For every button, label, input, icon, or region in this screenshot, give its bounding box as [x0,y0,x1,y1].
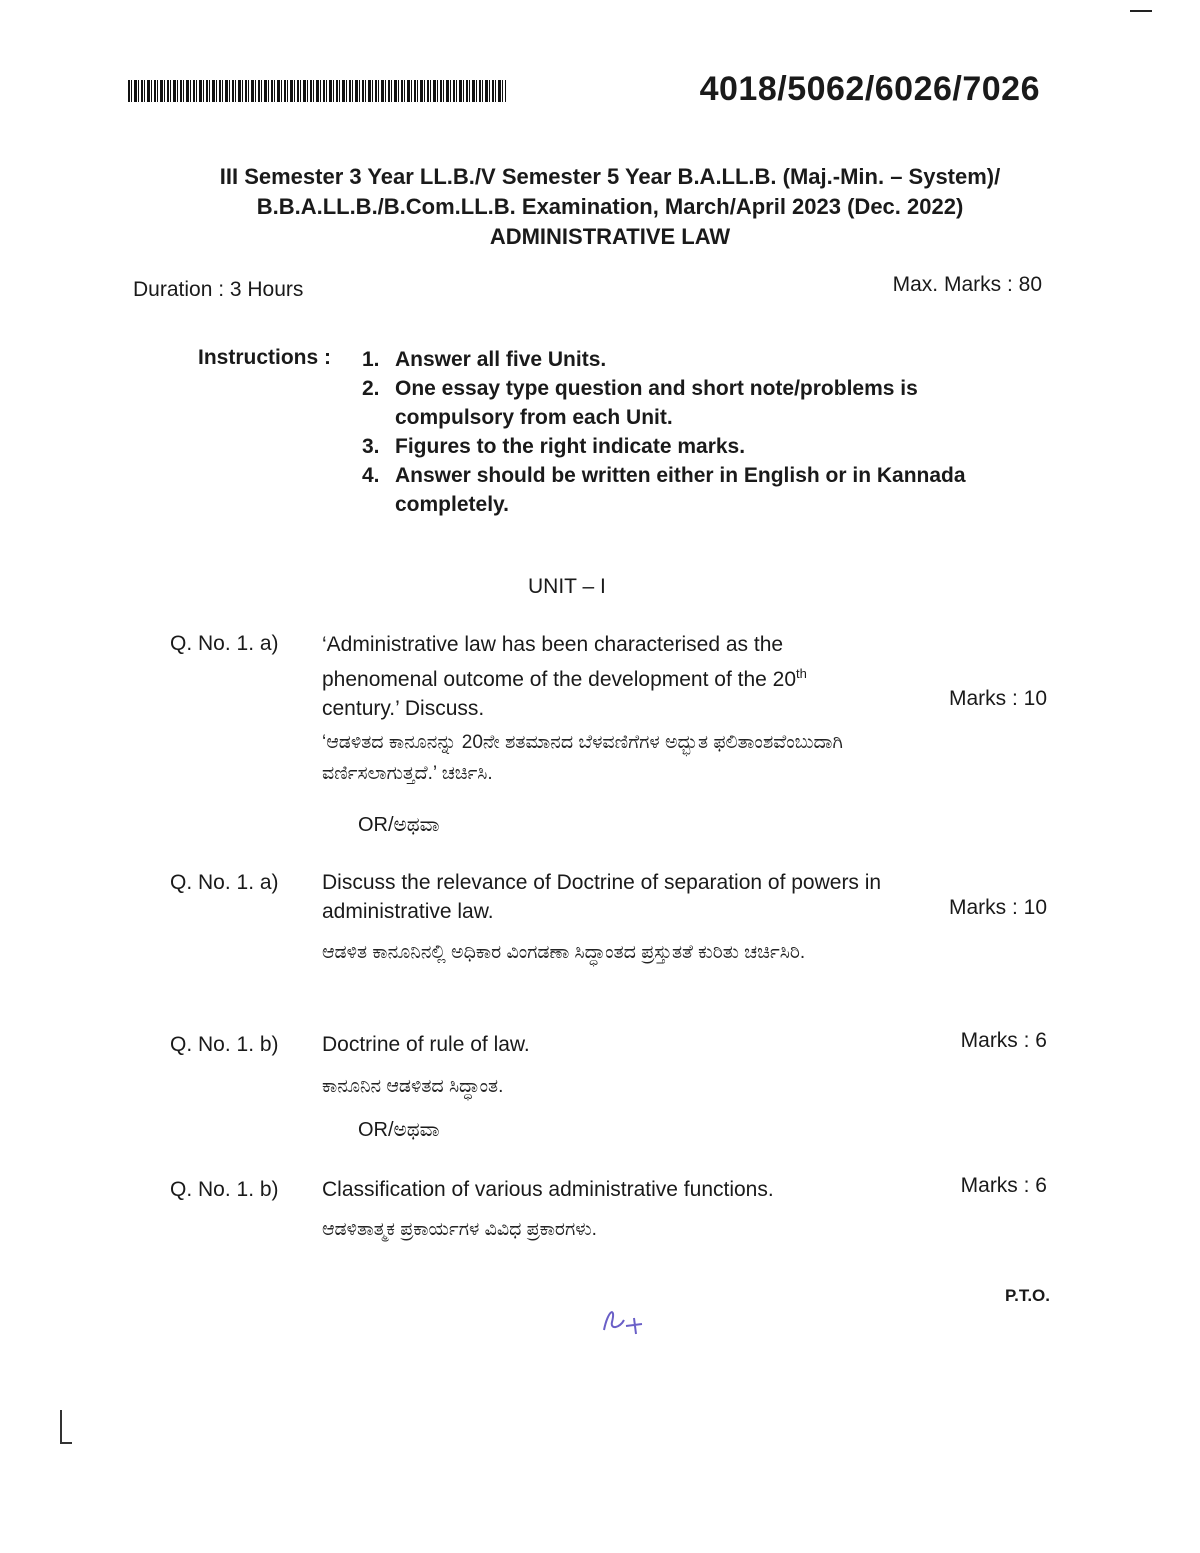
question-text-kannada: ಕಾನೂನಿನ ಆಡಳಿತದ ಸಿದ್ಧಾಂತ. [322,1076,504,1097]
or-separator: OR/ಅಥವಾ [358,814,440,836]
instruction-item: 1. Answer all five Units. [362,348,607,371]
question-marks: Marks : 10 [948,687,1047,710]
max-marks: Max. Marks : 80 [892,273,1042,296]
instructions-list [362,345,1002,519]
subject-title: ADMINISTRATIVE LAW [489,224,731,249]
scan-mark [60,1410,62,1444]
instruction-item: 2. One essay type question and short note/problems is compulsory from each Unit. [362,377,918,429]
question-marks: Marks : 10 [948,896,1047,919]
unit-heading: UNIT – I [528,575,606,598]
title-line-2: B.B.A.LL.B./B.Com.LL.B. Examination, March/April 2023 (Dec. 2022) [256,194,964,219]
or-separator: OR/ಅಥವಾ [358,1119,440,1141]
question-label: Q. No. 1. b) [170,1033,279,1056]
instructions-label: Instructions : [198,346,332,369]
question-marks: Marks : 6 [960,1174,1047,1197]
duration: Duration : 3 Hours [133,278,304,301]
barcode [128,80,506,102]
handwritten-initials [590,1300,670,1340]
question-text-kannada: ಆಡಳಿತಾತ್ಮಕ ಪ್ರಕಾರ್ಯಗಳ ವಿವಿಧ ಪ್ರಕಾರಗಳು. [322,1219,597,1240]
page-turn-note: P.T.O. [1004,1286,1050,1305]
instruction-item: 3. Figures to the right indicate marks. [362,435,746,458]
question-text: Classification of various administrative functions. [322,1178,774,1201]
scan-mark [1130,10,1152,12]
question-text: ‘Administrative law has been characterised as the phenomenal outcome of the development of the 20th century.’ Discuss. [322,633,807,720]
question-label: Q. No. 1. a) [170,871,279,894]
instruction-item: 4. Answer should be written either in English or in Kannada completely. [362,464,966,516]
scan-mark [60,1442,72,1444]
question-text-kannada: ಆಡಳಿತ ಕಾನೂನಿನಲ್ಲಿ ಅಧಿಕಾರ ವಿಂಗಡಣಾ ಸಿದ್ಧಾಂತದ ಪ್ರಸ್ತುತತೆ ಕುರಿತು ಚರ್ಚಿಸಿರಿ. [322,942,806,963]
question-marks: Marks : 6 [960,1029,1047,1052]
question-text: Discuss the relevance of Doctrine of separation of powers in administrative law. [322,871,882,923]
question-label: Q. No. 1. b) [170,1178,279,1201]
exam-title [100,162,1120,252]
question-text: Doctrine of rule of law. [322,1033,530,1056]
title-line-1: III Semester 3 Year LL.B./V Semester 5 Year B.A.LL.B. (Maj.-Min. – System)/ [219,164,1001,189]
question-text-kannada: ‘ಆಡಳಿತದ ಕಾನೂನನ್ನು 20ನೇ ಶತಮಾನದ ಬೆಳವಣಿಗೆಗಳ ಅದ್ಭುತ ಫಲಿತಾಂಶವೆಂಬುದಾಗಿ ವರ್ಣಿಸಲಾಗುತ್ತದೆ.’ ಚರ್ಚಿಸಿ. [322,732,843,784]
question-label: Q. No. 1. a) [170,632,279,655]
paper-code: 4018/5062/6026/7026 [699,70,1040,108]
